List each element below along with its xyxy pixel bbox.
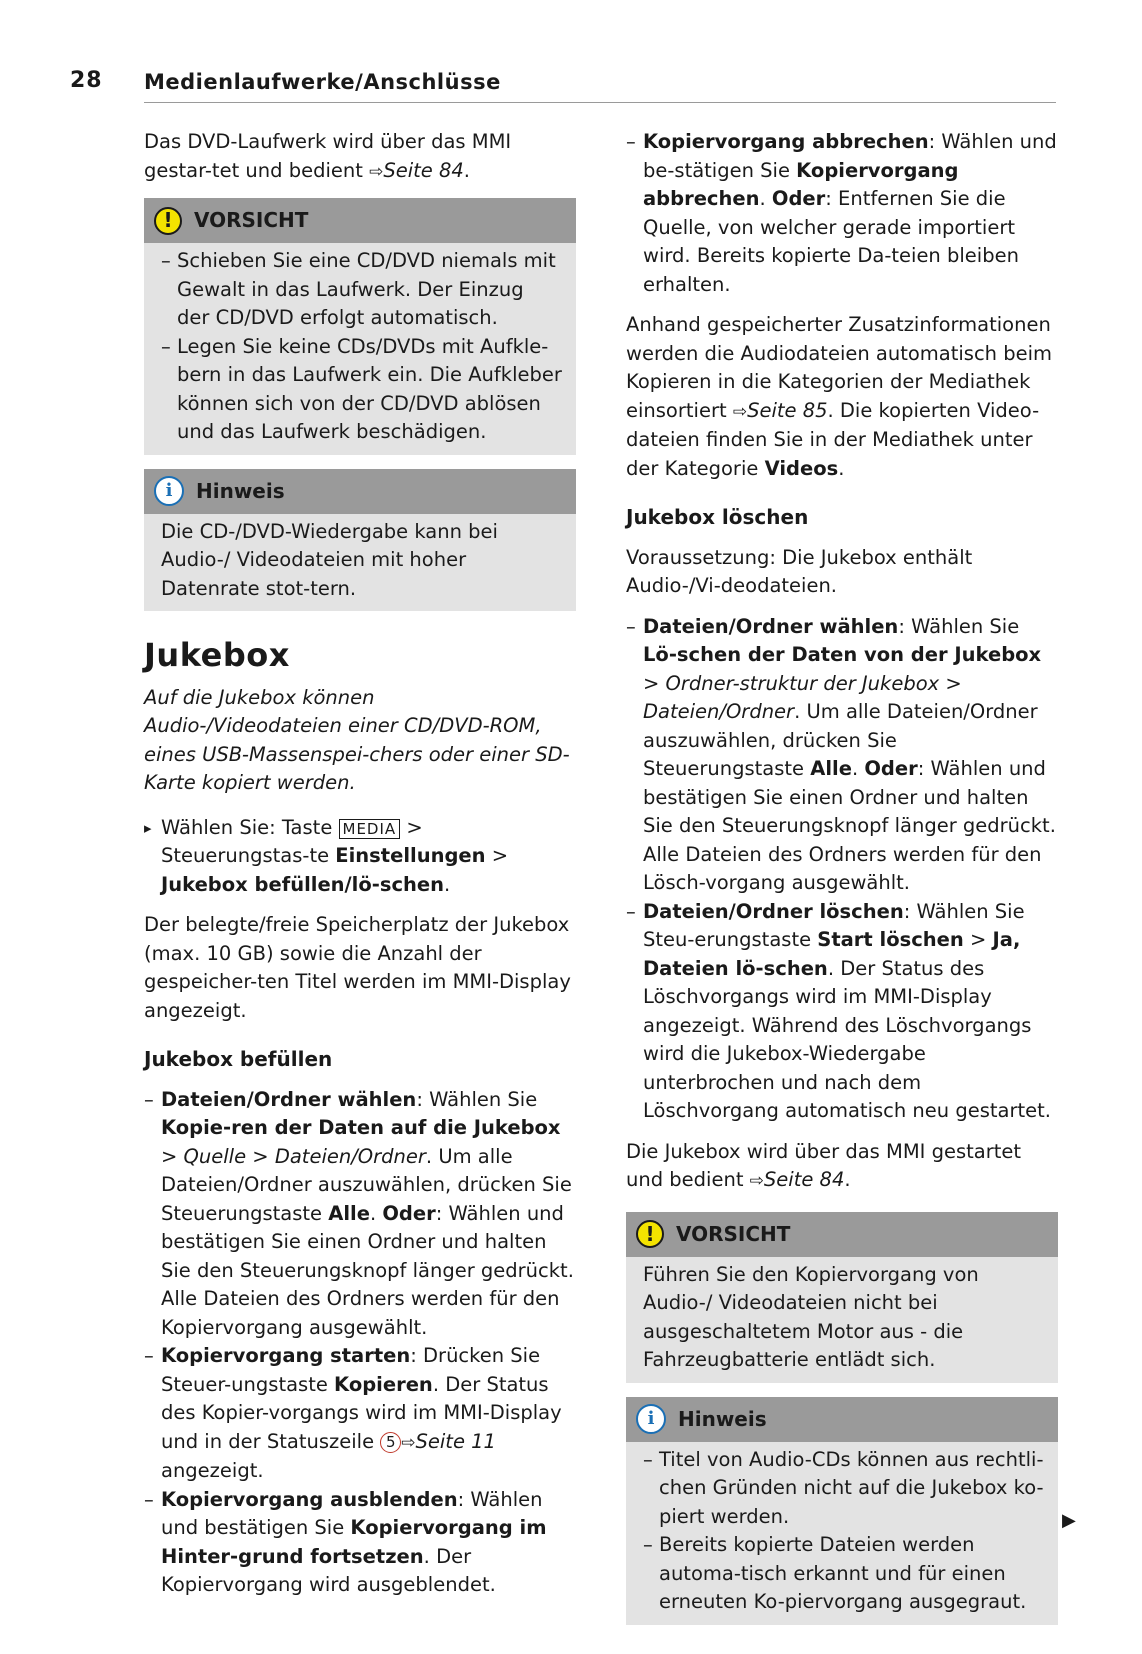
caution-box-body (626, 1257, 1058, 1377)
header-rule (144, 102, 1056, 103)
list-item: – Schieben Sie eine CD/DVD niemals mit Gewalt in das Laufwerk. Der Einzug der CD/DVD erfolgt automatisch. (161, 247, 562, 333)
paragraph-prerequisite: Voraussetzung: Die Jukebox enthält Audio-/Vi-deodateien. (626, 545, 973, 597)
caution-box-header (626, 1212, 1058, 1257)
caution-box (626, 1212, 1058, 1383)
page-reference[interactable]: Seite 11 (415, 1429, 496, 1453)
list-item: – Bereits kopierte Dateien werden automa-tisch erkannt und für einen erneuten Ko-piervorgang ausgegraut. (643, 1531, 1044, 1617)
paragraph-mediathek: Anhand gespeicherter Zusatzinformationen werden die Audiodateien automatisch beim Kopieren in die Kategorien der Mediathek einsortiert ⇨Seite 85. Die kopierten Video-dateien finden Sie in der Mediathek unter der Kategorie Videos. (626, 313, 1053, 480)
left-column (144, 128, 576, 1600)
note-title: Hinweis (678, 1406, 767, 1431)
section-intro: Auf die Jukebox können Audio-/Videodateien einer CD/DVD-ROM, eines USB-Massenspei-chers oder einer SD-Karte kopiert werden. (144, 685, 570, 794)
caution-title: VORSICHT (194, 208, 309, 233)
list-item: – Legen Sie keine CDs/DVDs mit Aufkle-bern in das Laufwerk ein. Die Aufkleber können sich von der CD/DVD ablösen und das Laufwerk beschädigen. (161, 333, 562, 447)
status-line-number-icon: 5 (380, 1432, 401, 1453)
instruction-step: ▸ Wählen Sie: Taste MEDIA > Steuerungstas-te Einstellungen > Jukebox befüllen/lö-schen. (144, 814, 576, 900)
note-box-header (144, 469, 576, 514)
paragraph-jukebox-start: Die Jukebox wird über das MMI gestartet und bedient ⇨Seite 84. (626, 1139, 1022, 1191)
arrow-right-icon: ⇨ (401, 1432, 416, 1453)
right-column (626, 128, 1058, 1639)
list-item: – Titel von Audio-CDs können aus rechtli-chen Gründen nicht auf die Jukebox ko-piert werden. (643, 1446, 1044, 1532)
note-box (626, 1397, 1058, 1625)
caution-box-header (144, 198, 576, 243)
list-item: – Dateien/Ordner wählen: Wählen Sie Lö-schen der Daten von der Jukebox > Ordner-struktur der Jukebox > Dateien/Ordner. Um alle Dateien/Ordner auszuwählen, drücken Sie Steuerungstaste Alle. Oder: Wählen und bestätigen Sie einen Ordner und halten Sie den Steuerungsknopf länger gedrückt. Alle Dateien des Ordners werden für den Lösch-vorgang ausgewählt. (626, 613, 1058, 898)
note-box (144, 469, 576, 612)
page-reference[interactable]: Seite 85 (747, 398, 828, 422)
note-title: Hinweis (196, 478, 285, 503)
caution-title: VORSICHT (676, 1221, 791, 1246)
list-item: – Kopiervorgang abbrechen: Wählen und be-stätigen Sie Kopiervorgang abbrechen. Oder: Entfernen Sie die Quelle, von welcher gerade importiert wird. Bereits kopierte Da-teien bleiben erhalten. (626, 128, 1058, 299)
note-box-body (626, 1442, 1058, 1619)
caution-box-body (144, 243, 576, 449)
arrow-right-icon: ⇨ (749, 1171, 764, 1191)
subheading-jukebox-delete: Jukebox löschen (626, 505, 809, 529)
page-number: 28 (70, 68, 103, 93)
warning-icon: ! (154, 207, 182, 235)
arrow-right-icon: ⇨ (732, 401, 748, 422)
info-icon: i (636, 1404, 666, 1434)
list-item: – Kopiervorgang ausblenden: Wählen und bestätigen Sie Kopiervorgang im Hinter-grund fortsetzen. Der Kopiervorgang wird ausgeblendet. (144, 1486, 576, 1600)
continue-triangle-icon: ▶ (1062, 1510, 1076, 1531)
page-reference[interactable]: Seite 84 (763, 1168, 845, 1191)
caution-box (144, 198, 576, 455)
page-reference[interactable]: Seite 84 (383, 158, 464, 182)
list-item: – Dateien/Ordner löschen: Wählen Sie Steu-erungstaste Start löschen > Ja, Dateien lö-schen. Der Status des Löschvorgangs wird im MMI-Display angezeigt. Während des Löschvorgangs wird die Jukebox-Wiedergabe unterbrochen und nach dem Löschvorgang automatisch neu gestartet. (626, 898, 1058, 1126)
note-text: Die CD-/DVD-Wiedergabe kann bei Audio-/ Videodateien mit hoher Datenrate stot-tern. (161, 519, 498, 600)
paragraph-storage: Der belegte/freie Speicherplatz der Jukebox (max. 10 GB) sowie die Anzahl der gespeicher-ten Titel werden im MMI-Display angezeigt. (144, 913, 571, 1022)
info-icon: i (154, 476, 184, 506)
note-box-header (626, 1397, 1058, 1442)
caution-text: Führen Sie den Kopiervorgang von Audio-/ Videodateien nicht bei ausgeschaltetem Motor aus - die Fahrzeugbatterie entlädt sich. (643, 1262, 979, 1371)
warning-icon: ! (636, 1220, 664, 1248)
running-title: Medienlaufwerke/Anschlüsse (144, 70, 501, 94)
arrow-right-icon: ⇨ (369, 161, 384, 182)
paragraph-dvd-intro: Das DVD-Laufwerk wird über das MMI gestar-tet und bedient ⇨Seite 84. (144, 130, 512, 182)
note-box-body (144, 514, 576, 606)
media-key: MEDIA (339, 819, 401, 839)
subheading-jukebox-fill: Jukebox befüllen (144, 1047, 333, 1071)
section-title: Jukebox (144, 636, 290, 674)
list-item: – Kopiervorgang starten: Drücken Sie Steuer-ungstaste Kopieren. Der Status des Kopier-vorgangs wird im MMI-Display und in der Statuszeile 5 ⇨Seite 11 angezeigt. (144, 1342, 576, 1486)
list-item: – Dateien/Ordner wählen: Wählen Sie Kopie-ren der Daten auf die Jukebox > Quelle > Dateien/Ordner. Um alle Dateien/Ordner auszuwählen, drücken Sie Steuerungstaste Alle. Oder: Wählen und bestätigen Sie einen Ordner und halten Sie den Steuerungsknopf länger gedrückt. Alle Dateien des Ordners werden für den Kopiervorgang ausgewählt. (144, 1086, 576, 1343)
